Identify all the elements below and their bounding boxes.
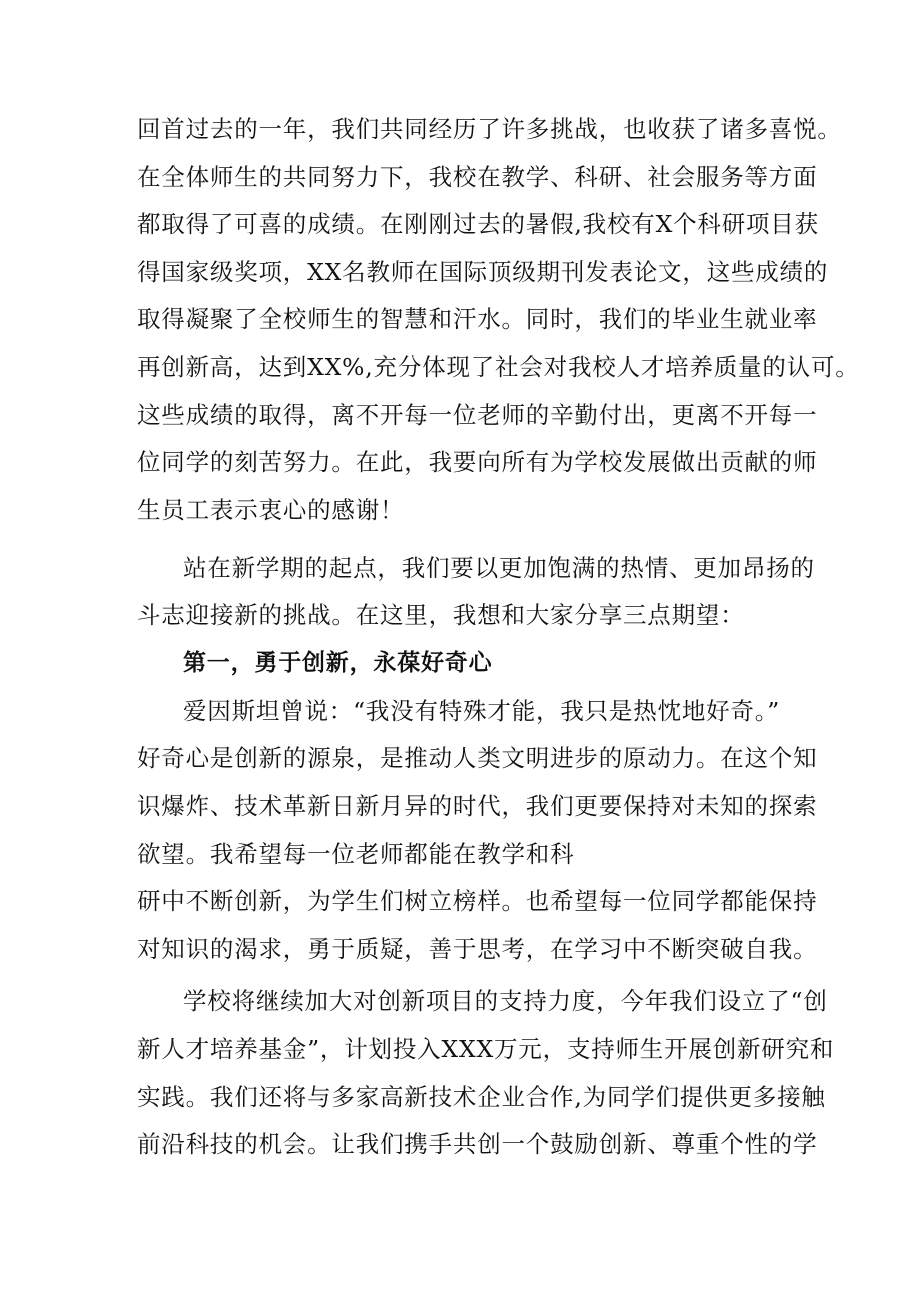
paragraph-4-line-4: 前沿科技的机会。让我们携手共创一个鼓励创新、尊重个性的学 [137, 1130, 818, 1158]
paragraph-1-line-7: 这些成绩的取得，离不开每一位老师的辛勤付出，更离不开每一 [137, 401, 818, 429]
paragraph-1-line-1: 回首过去的一年，我们共同经历了许多挑战，也收获了诸多喜悦。 [137, 115, 842, 143]
paragraph-1-line-4: 得国家级奖项，XX名教师在国际顶级期刊发表论文，这些成绩的 [137, 258, 829, 286]
paragraph-3-line-1: 爱因斯坦曾说：“我没有特殊才能，我只是热忱地好奇。” [183, 697, 781, 725]
paragraph-4-line-2: 新人才培养基金”，计划投入XXX万元，支持师生开展创新研究和 [137, 1035, 835, 1063]
paragraph-2-line-1: 站在新学期的起点，我们要以更加饱满的热情、更加昂扬的 [183, 554, 815, 582]
paragraph-1-line-9: 生员工表示衷心的感谢！ [137, 496, 405, 524]
paragraph-2-line-2: 斗志迎接新的挑战。在这里，我想和大家分享三点期望： [137, 601, 745, 629]
paragraph-1-line-3: 都取得了可喜的成绩。在刚刚过去的暑假,我校有X个科研项目获 [137, 210, 819, 238]
paragraph-3-line-2: 好奇心是创新的源泉，是推动人类文明进步的原动力。在这个知 [137, 744, 818, 772]
section-heading-1: 第一，勇于创新，永葆好奇心 [183, 650, 493, 676]
paragraph-1-line-2: 在全体师生的共同努力下，我校在教学、科研、社会服务等方面 [137, 163, 818, 191]
paragraph-1-line-8: 位同学的刻苦努力。在此，我要向所有为学校发展做出贡献的师 [137, 448, 818, 476]
paragraph-4-line-1: 学校将继续加大对创新项目的支持力度，今年我们设立了“创 [183, 987, 828, 1015]
paragraph-3-line-5: 研中不断创新，为学生们树立榜样。也希望每一位同学都能保持 [137, 887, 818, 915]
paragraph-3-line-4: 欲望。我希望每一位老师都能在教学和科 [137, 840, 575, 868]
paragraph-4-line-3: 实践。我们还将与多家高新技术企业合作,为同学们提供更多接触 [137, 1083, 826, 1111]
paragraph-1-line-6: 再创新高，达到XX%,充分体现了社会对我校人才培养质量的认可。 [137, 353, 860, 381]
paragraph-3-line-3: 识爆炸、技术革新日新月异的时代，我们更要保持对未知的探索 [137, 792, 818, 820]
paragraph-3-line-6: 对知识的渴求，勇于质疑，善于思考，在学习中不断突破自我。 [137, 935, 818, 963]
paragraph-1-line-5: 取得凝聚了全校师生的智慧和汗水。同时，我们的毕业生就业率 [137, 305, 818, 333]
